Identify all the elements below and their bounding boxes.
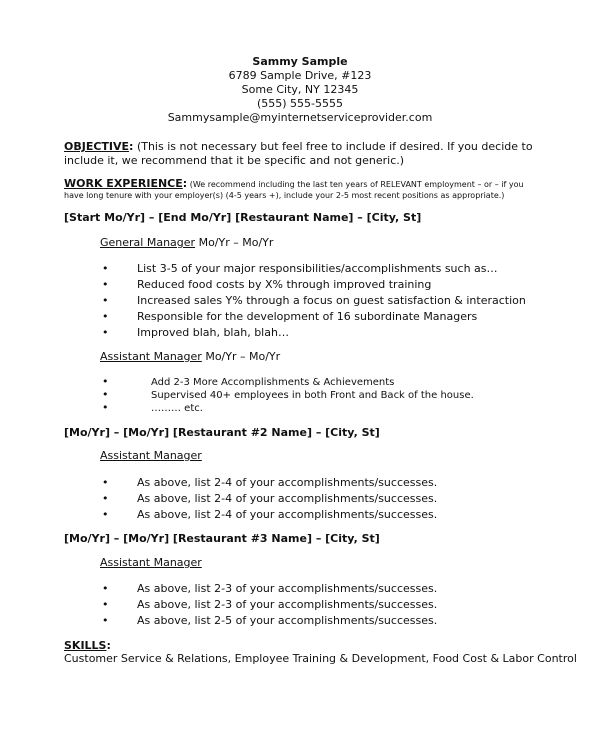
bullet-marker: • — [102, 582, 109, 595]
objective-section — [64, 140, 544, 168]
bullet-marker: • — [102, 598, 109, 611]
bullet-marker: • — [102, 294, 109, 307]
phone-line: (555) 555-5555 — [256, 97, 344, 110]
role-title: General Manager — [100, 236, 196, 249]
resume-name: Sammy Sample — [252, 55, 348, 68]
bullet-marker: • — [102, 375, 109, 388]
bullet-marker: • — [102, 278, 109, 291]
bullet-marker: • — [102, 476, 109, 489]
list-item: Reduced food costs by X% through improved training — [137, 278, 432, 291]
city-line: Some City, NY 12345 — [241, 83, 359, 96]
email-line: Sammysample@myinternetserviceprovider.com — [167, 111, 433, 124]
list-item: Improved blah, blah, blah… — [137, 326, 289, 339]
skills-text: Customer Service & Relations, Employee Training & Development, Food Cost & Labor Control — [64, 652, 577, 665]
job-heading: [Mo/Yr] – [Mo/Yr] [Restaurant #2 Name] – [City, St] — [64, 426, 380, 439]
role-title: Assistant Manager — [100, 556, 202, 569]
objective-label: OBJECTIVE — [64, 140, 130, 153]
bullet-marker: • — [102, 492, 109, 505]
skills-colon: : — [106, 639, 111, 652]
work-note-1: (We recommend including the last ten years of RELEVANT employment – or – if you — [187, 180, 524, 189]
list-item: Add 2-3 More Accomplishments & Achievements — [151, 377, 395, 388]
work-experience-header — [64, 177, 524, 191]
list-item: As above, list 2-4 of your accomplishments/successes. — [137, 492, 438, 505]
list-item: As above, list 2-4 of your accomplishments/successes. — [137, 508, 438, 521]
role-title: Assistant Manager — [100, 350, 202, 363]
list-item: As above, list 2-3 of your accomplishments/successes. — [137, 582, 438, 595]
bullet-marker: • — [102, 401, 109, 414]
role-dates: Mo/Yr – Mo/Yr — [195, 236, 274, 249]
role-line — [100, 350, 280, 364]
role-title: Assistant Manager — [100, 449, 202, 462]
objective-colon: : — [129, 140, 134, 153]
list-item: As above, list 2-5 of your accomplishments/successes. — [137, 614, 438, 627]
list-item: ……… etc. — [151, 403, 203, 414]
bullet-marker: • — [102, 508, 109, 521]
list-item: Responsible for the development of 16 subordinate Managers — [137, 310, 478, 323]
role-dates: Mo/Yr – Mo/Yr — [201, 350, 281, 363]
bullet-marker: • — [102, 614, 109, 627]
role-line — [100, 236, 273, 250]
list-item: Supervised 40+ employees in both Front and Back of the house. — [151, 390, 474, 401]
work-experience-label: WORK EXPERIENCE — [64, 177, 183, 190]
bullet-marker: • — [102, 326, 109, 339]
list-item: List 3-5 of your major responsibilities/accomplishments such as… — [137, 262, 498, 275]
job-heading: [Start Mo/Yr] – [End Mo/Yr] [Restaurant Name] – [City, St] — [64, 211, 422, 224]
work-experience-colon: : — [182, 177, 188, 190]
objective-text: (This is not necessary but feel free to include if desired. If you decide to include it, we recommend that it be specific and not generic.) — [64, 140, 533, 167]
job-heading: [Mo/Yr] – [Mo/Yr] [Restaurant #3 Name] – [City, St] — [64, 532, 380, 545]
list-item: As above, list 2-4 of your accomplishments/successes. — [137, 476, 438, 489]
list-item: Increased sales Y% through a focus on guest satisfaction & interaction — [137, 294, 526, 307]
work-note-2: have long tenure with your employer(s) (4-5 years +), include your 2-5 most recent positions as appropriate.) — [64, 191, 505, 200]
bullet-marker: • — [102, 262, 109, 275]
skills-label: SKILLS — [64, 639, 107, 652]
list-item: As above, list 2-3 of your accomplishments/successes. — [137, 598, 438, 611]
skills-header — [64, 639, 111, 653]
bullet-marker: • — [102, 388, 109, 401]
address-line: 6789 Sample Drive, #123 — [228, 69, 372, 82]
bullet-marker: • — [102, 310, 109, 323]
